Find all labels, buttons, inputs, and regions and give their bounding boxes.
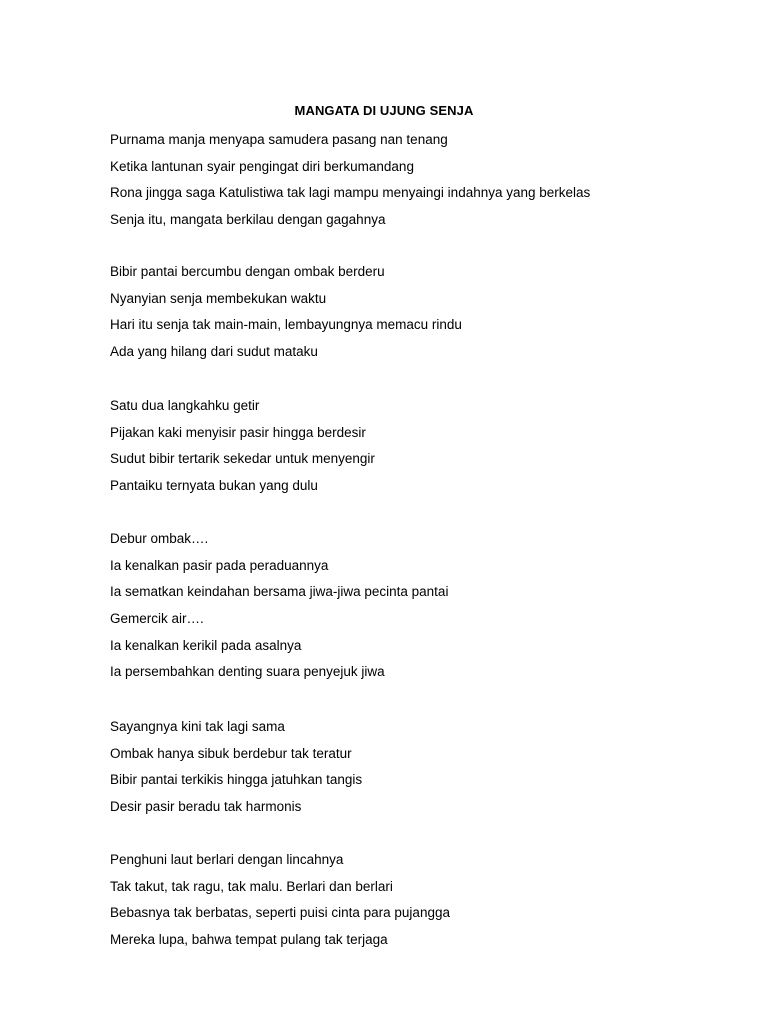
poem-line: Ia persembahkan denting suara penyejuk jiwa — [110, 664, 385, 680]
poem-line: Bibir pantai bercumbu dengan ombak berderu — [110, 264, 385, 279]
poem-line: Ia kenalkan pasir pada peraduannya — [110, 557, 329, 573]
stanza-2 — [110, 259, 710, 366]
stanza-1 — [110, 127, 710, 234]
poem-line: Penghuni laut berlari dengan lincahnya — [110, 852, 344, 867]
poem-line: Ia kenalkan kerikil pada asalnya — [110, 637, 302, 653]
poem-line: Sudut bibir tertarik sekedar untuk menyengir — [110, 451, 375, 467]
poem-line: Tak takut, tak ragu, tak malu. Berlari dan berlari — [110, 878, 393, 894]
poem-line: Ada yang hilang dari sudut mataku — [110, 344, 318, 360]
stanza-3 — [110, 393, 710, 500]
poem-line: Ombak hanya sibuk berdebur tak teratur — [110, 745, 352, 761]
poem-line: Nyanyian senja membekukan waktu — [110, 290, 327, 306]
poem-line: Pijakan kaki menyisir pasir hingga berdesir — [110, 424, 366, 440]
stanza-4 — [110, 526, 710, 686]
poem-line: Mereka lupa, bahwa tempat pulang tak terjaga — [110, 932, 388, 948]
poem-line: Hari itu senja tak main-main, lembayungnya memacu rindu — [110, 317, 462, 333]
poem-title: MANGATA DI UJUNG SENJA — [294, 103, 474, 118]
poem-line: Bibir pantai terkikis hingga jatuhkan tangis — [110, 772, 363, 788]
poem-line: Ketika lantunan syair pengingat diri berkumandang — [110, 158, 414, 174]
poem-line: Bebasnya tak berbatas, seperti puisi cinta para pujangga — [110, 905, 450, 921]
poem-line: Rona jingga saga Katulistiwa tak lagi mampu menyaingi indahnya yang berkelas — [110, 185, 591, 201]
poem-line: Gemercik air…. — [110, 611, 204, 627]
poem-line: Satu dua langkahku getir — [110, 398, 260, 413]
poem-line: Debur ombak…. — [110, 531, 209, 546]
poem-line: Purnama manja menyapa samudera pasang nan tenang — [110, 132, 448, 147]
poem-line: Sayangnya kini tak lagi sama — [110, 719, 285, 734]
poem-line: Pantaiku ternyata bukan yang dulu — [110, 478, 318, 494]
poem-line: Senja itu, mangata berkilau dengan gagahnya — [110, 212, 386, 228]
stanza-6 — [110, 847, 710, 954]
stanza-5 — [110, 714, 710, 821]
poem-line: Desir pasir beradu tak harmonis — [110, 799, 302, 815]
poem-line: Ia sematkan keindahan bersama jiwa-jiwa pecinta pantai — [110, 584, 449, 600]
